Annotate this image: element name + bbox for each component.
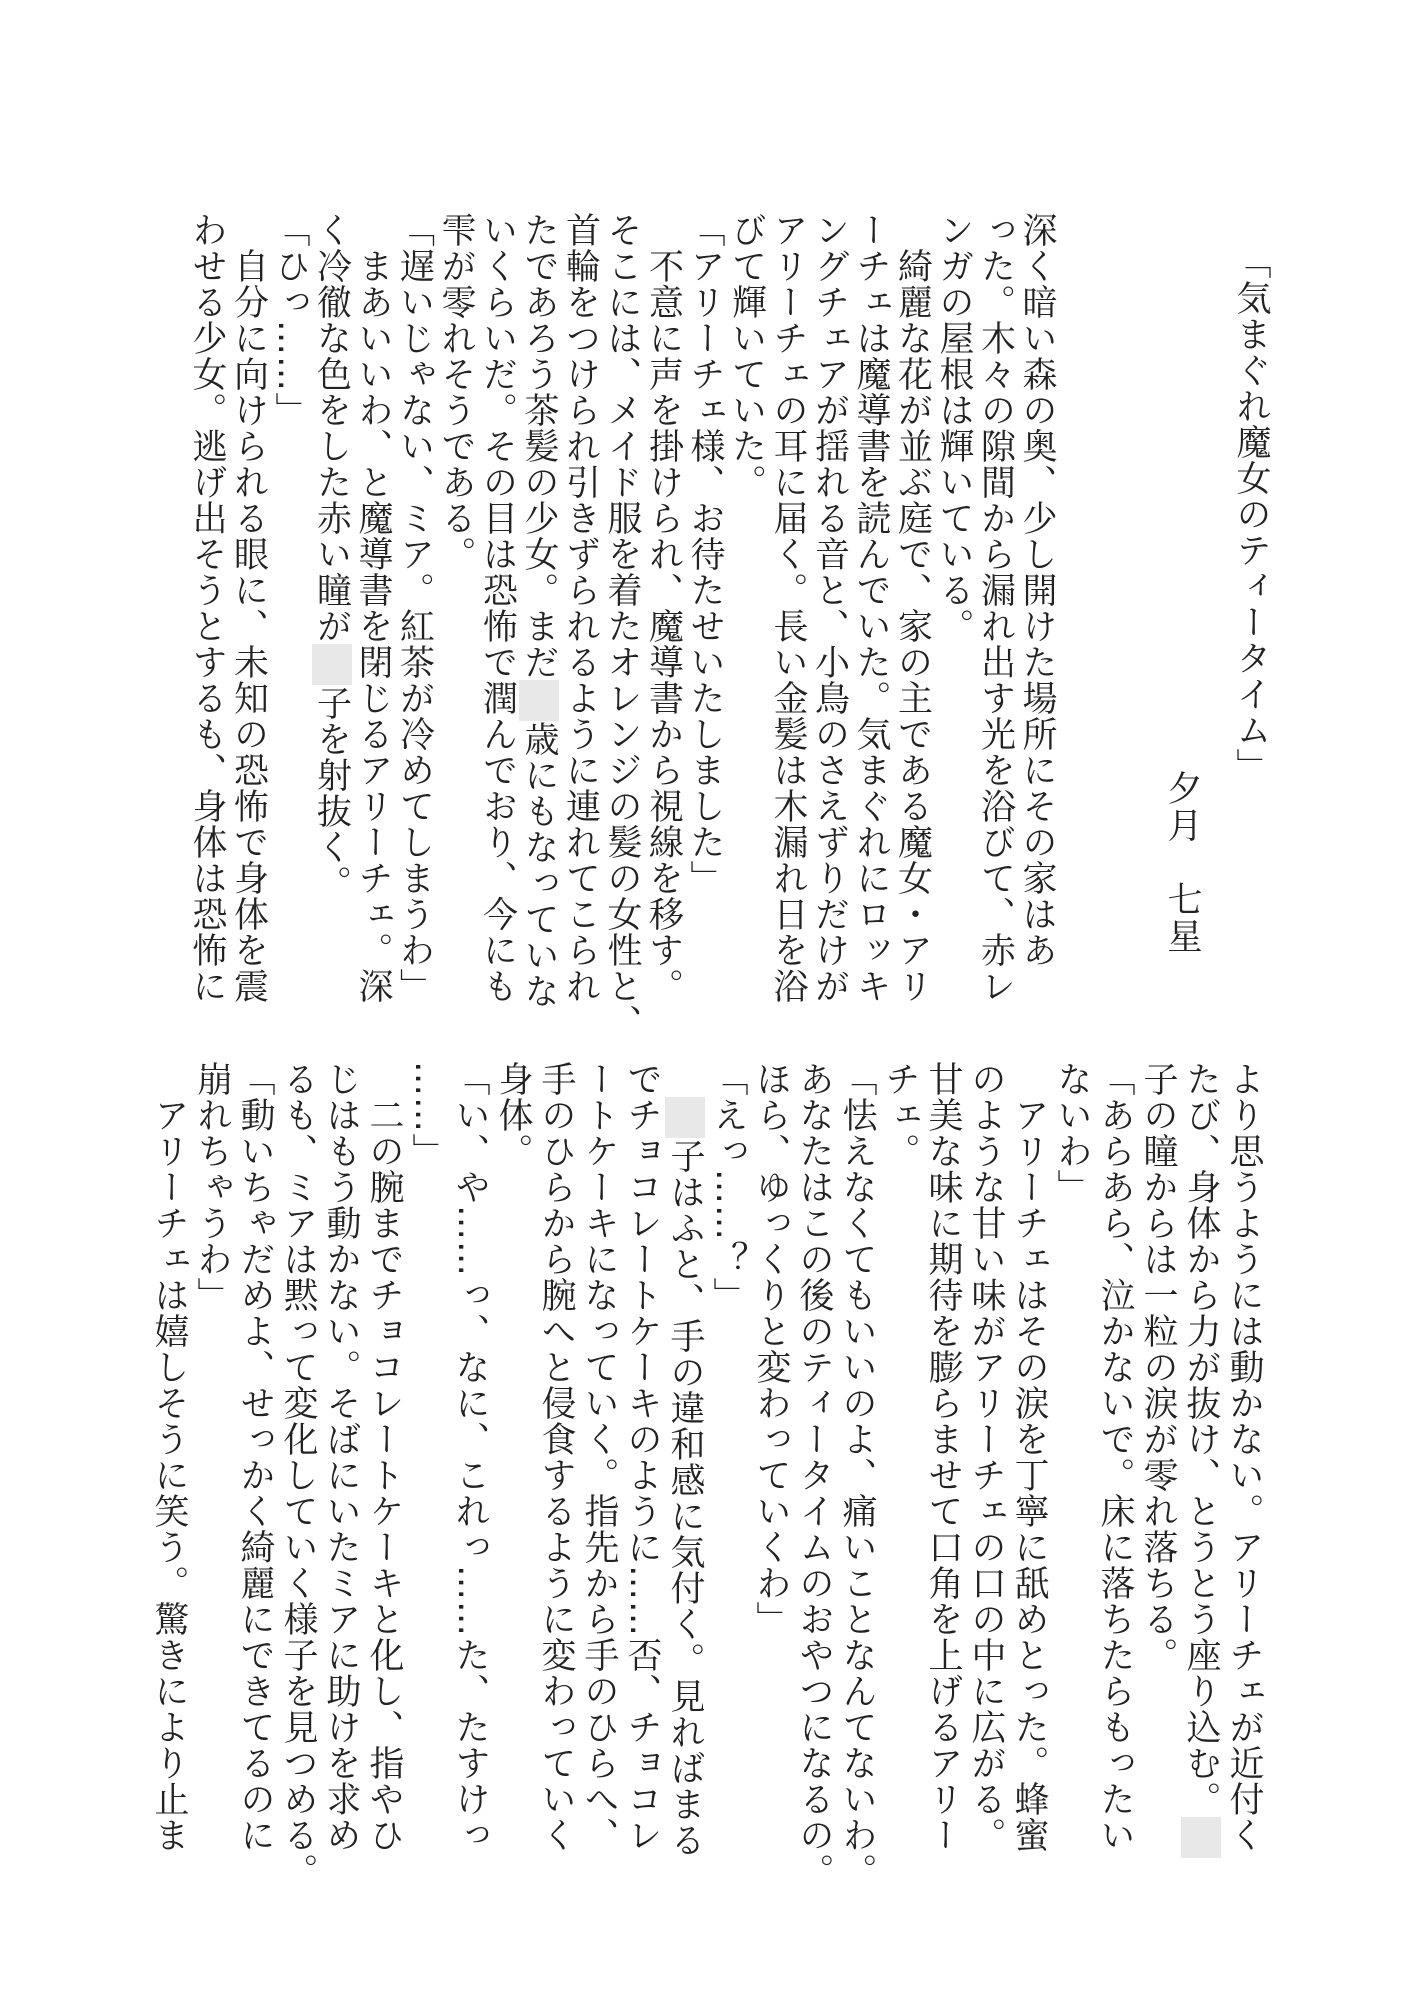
text-column: ■子はふと、手の違和感に気付く。見ればまる — [665, 1097, 705, 1858]
text-column: 雫が零れそうである。 — [436, 212, 476, 572]
text-column: 二の腕までチョコレートケーキと化し、指やひ — [364, 1061, 404, 1853]
text-column: 「アリーチェ様、お待たせいたしました」 — [685, 212, 725, 896]
text-column: 深く暗い森の奥、少し開けた場所にその家はあ — [1017, 212, 1057, 968]
text-column: ないわ」 — [1052, 1061, 1092, 1205]
text-column: じはもう動かない。そばにいたミアに助けを求め — [321, 1061, 361, 1853]
text-column: たび、身体から力が抜け、とうとう座り込む。■ — [1181, 1061, 1221, 1858]
text-column: あなたはこの後のティータイムのおやつになるの。 — [794, 1061, 834, 1889]
text-column: まあいいわ、と魔導書を閉じるアリーチェ。深 — [353, 212, 393, 1004]
text-column: ンガの屋根は輝いている。 — [934, 212, 974, 644]
text-column: 「えっ……？」 — [708, 1061, 748, 1313]
text-column: そこには、メイド服を着たオレンジの髪の女性と、 — [602, 212, 642, 1040]
text-column: 綺麗な花が並ぶ庭で、家の主である魔女・アリ — [892, 212, 933, 1004]
text-column: ングチェアが揺れる音と、小鳥のさえずりだけが — [809, 212, 850, 1004]
text-column: 首輪をつけられ引きずられるように連れてこられ — [560, 212, 601, 1004]
author-name: 夕月 七星 — [1162, 770, 1202, 955]
text-column: ……」 — [407, 1061, 447, 1169]
text-column: 「動いちゃだめよ、せっかく綺麗にできてるのに — [235, 1061, 275, 1853]
redaction-block: ■ — [311, 644, 352, 685]
redaction-block: ■ — [665, 1097, 705, 1138]
text-column: いくらいだ。その目は恐怖で潤んでおり、今にも — [477, 212, 518, 1004]
redaction-block: ■ — [1181, 1817, 1221, 1858]
story-title: 「気まぐれ魔女のティータイム」 — [1231, 244, 1271, 784]
text-column: 崩れちゃうわ」 — [192, 1061, 232, 1313]
text-column: わせる少女。逃げ出そうとするも、身体は恐怖に — [187, 212, 227, 1004]
text-column: 「い、や……っ、なに、これっ……た、たすけっ — [450, 1061, 490, 1853]
text-column: ートケーキになっていく。指先から手のひらへ、 — [579, 1061, 619, 1853]
text-column: たであろう茶髪の少女。まだ■歳にもなっていな — [519, 212, 559, 1009]
text-column: 自分に向けられる眼に、未知の恐怖で身体を震 — [228, 212, 269, 1004]
text-column: 「あらあら、泣かないで。床に落ちたらもったい — [1095, 1061, 1135, 1853]
text-column: ーチェは魔導書を読んでいた。気まぐれにロッキ — [851, 212, 891, 1004]
text-column: より思うようには動かない。アリーチェが近付く — [1224, 1061, 1264, 1853]
text-column: 「怯えなくてもいいのよ、痛いことなんてないわ。 — [837, 1061, 877, 1889]
text-column: るも、ミアは黙って変化していく様子を見つめる。 — [278, 1061, 318, 1889]
text-column: びて輝いていた。 — [726, 212, 767, 500]
text-column: 身体。 — [493, 1061, 533, 1169]
text-column: のような甘い味がアリーチェの口の中に広がる。 — [966, 1061, 1006, 1853]
text-column: 「遅いじゃない、ミア。紅茶が冷めてしまうわ」 — [394, 212, 435, 1004]
text-column: 不意に声を掛けられ、魔導書から視線を移す。 — [643, 212, 684, 1004]
text-column: く冷徹な色をした赤い瞳が■子を射抜く。 — [311, 212, 352, 901]
text-column: ほら、ゆっくりと変わっていくわ」 — [751, 1061, 791, 1637]
text-column: 子の瞳からは一粒の涙が零れ落ちる。 — [1138, 1061, 1178, 1673]
text-column: 甘美な味に期待を膨らませて口角を上げるアリー — [923, 1061, 963, 1853]
text-column: アリーチェの耳に届く。長い金髪は木漏れ日を浴 — [768, 212, 808, 1004]
redaction-block: ■ — [519, 680, 559, 721]
text-column: アリーチェはその涙を丁寧に舐めとった。蜂蜜 — [1009, 1061, 1049, 1853]
text-column: った。木々の隙間から漏れ出す光を浴びて、赤レ — [975, 212, 1016, 1004]
text-column: でチョコレートケーキのように……否、チョコレ — [622, 1061, 662, 1853]
text-column: チェ。 — [880, 1061, 920, 1169]
text-column: アリーチェは嬉しそうに笑う。驚きにより止ま — [149, 1061, 189, 1853]
text-column: 「ひっ……」 — [270, 212, 310, 428]
text-column: 手のひらから腕へと侵食するように変わっていく — [536, 1061, 576, 1853]
